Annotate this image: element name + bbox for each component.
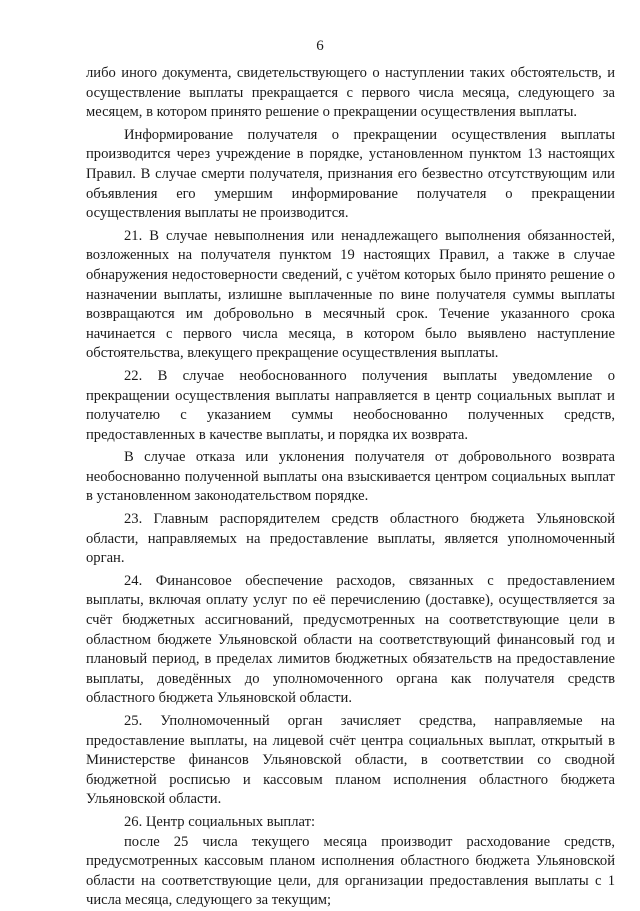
page-number: 6 (316, 38, 324, 54)
paragraph-25: 25. Уполномоченный орган зачисляет средства, направляемые на предоставление выплаты, на лицевой счёт центра социальных выплат, открытый в Министерстве финансов Ульяновской области, в соответствии со сводной бюджетной росписью и кассовым планом исполнения областного бюджета Ульяновской области. (86, 713, 615, 808)
paragraph-24: 24. Финансовое обеспечение расходов, связанных с предоставлением выплаты, включая оплату услуг по её перечислению (доставке), осуществляется за счёт бюджетных ассигнований, предусмотренных на соответствующие цели в областном бюджете Ульяновской области на соответствующий финансовый год и плановый период, в пределах лимитов бюджетных обязательств на предоставление выплаты, доведённых до уполномоченного органа как получателя средств областного бюджета Ульяновской области. (86, 572, 615, 707)
document-body (86, 64, 615, 911)
paragraph-26: 26. Центр социальных выплат: (124, 813, 316, 830)
paragraph-21: 21. В случае невыполнения или ненадлежащего выполнения обязанностей, возложенных на получателя пунктом 19 настоящих Правил, а также в случае обнаружения недостоверности сведений, с учётом которых было принято решение о назначении выплаты, излишне выплаченные по вине получателя суммы выплаты возвращаются им добровольно в месячный срок. Течение указанного срока начинается с первого числа месяца, в котором было выявлено наступление обстоятельства, влекущего прекращение осуществления выплаты. (86, 227, 615, 362)
paragraph-informing: Информирование получателя о прекращении осуществления выплаты производится через учреждение в порядке, установленном пунктом 13 настоящих Правил. В случае смерти получателя, признания его безвестно отсутствующим или объявления его умершим информирование получателя о прекращении осуществления выплаты не производится. (86, 126, 615, 222)
paragraph-continuation: либо иного документа, свидетельствующего о наступлении таких обстоятельств, и осуществление выплаты прекращается с первого числа месяца, следующего за месяцем, в котором принято решение о прекращении осуществления выплаты. (86, 65, 615, 121)
paragraph-26-item: после 25 числа текущего месяца производит расходование средств, предусмотренных кассовым планом исполнения областного бюджета Ульяновской области на соответствующие цели, для организации предоставления выплаты с 1 числа месяца, следующего за текущим; (86, 833, 615, 909)
paragraph-22: 22. В случае необоснованного получения выплаты уведомление о прекращении осуществления выплаты направляется в центр социальных выплат и получателю с указанием суммы необоснованно полученных средств, предоставленных в качестве выплаты, и порядка их возврата. (86, 367, 615, 443)
paragraph-23: 23. Главным распорядителем средств областного бюджета Ульяновской области, направляемых на предоставление выплаты, является уполномоченный орган. (86, 511, 615, 567)
paragraph-refusal: В случае отказа или уклонения получателя от добровольного возврата необоснованно полученной выплаты она взыскивается центром социальных выплат в установленном законодательством порядке. (86, 449, 615, 505)
